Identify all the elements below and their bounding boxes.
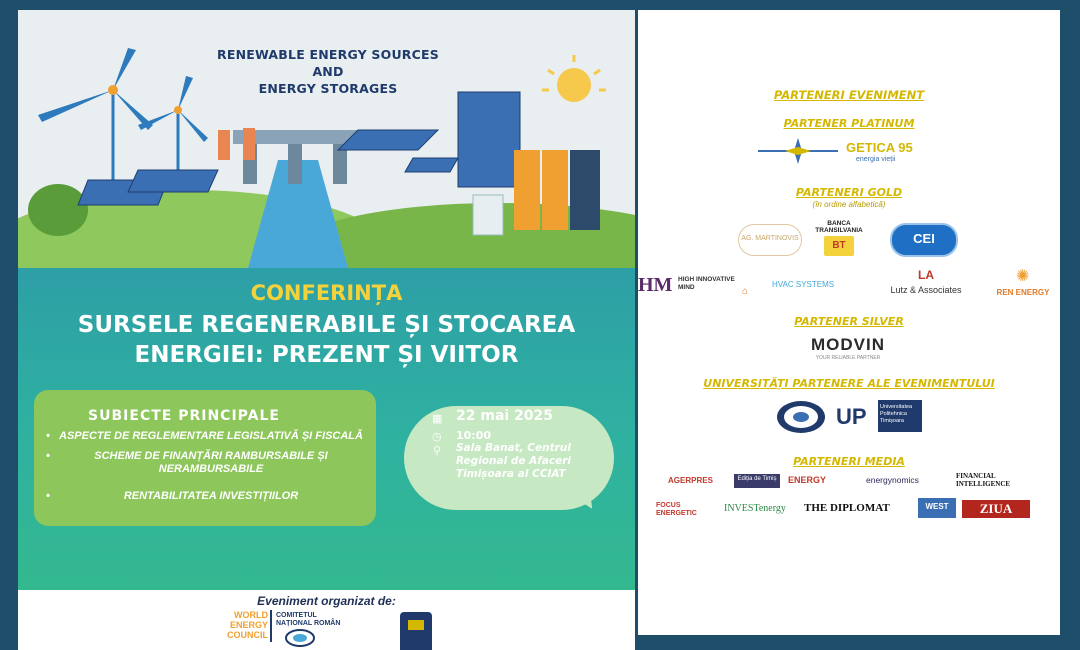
him-logo-mark: HM <box>638 274 673 296</box>
up-logo-text: Universitatea Politehnica Timișoara <box>880 404 913 424</box>
cei-logo-text: CEI <box>913 231 935 246</box>
focus-energetic-logo-text: FOCUS ENERGETIC <box>656 502 697 517</box>
energynomics-logo-text: energynomics <box>866 475 919 485</box>
hvac-logo-text: HVAC SYSTEMS <box>772 280 835 289</box>
west-logo-text: WEST <box>925 502 949 511</box>
up-logo-box <box>878 400 922 432</box>
conference-title <box>18 310 635 370</box>
the-diplomat-logo-text: THE DIPLOMAT <box>804 502 890 514</box>
sun-icon: ✺ <box>1016 268 1030 285</box>
conference-label: CONFERINȚA <box>250 281 403 305</box>
event-location-line2: Regional de Afaceri <box>456 455 572 467</box>
getica-logo-text: GETICA 95 <box>846 140 913 155</box>
partners-heading: PARTENERI EVENIMENT <box>773 88 925 102</box>
event-location <box>456 442 571 481</box>
topics-box <box>34 390 376 526</box>
event-location-line3: Timișoara al CCIAT <box>456 468 566 480</box>
calendar-icon: ▦ <box>432 413 443 425</box>
platinum-heading: PARTENER PLATINUM <box>783 117 915 130</box>
bt-logo-mark: BT <box>832 240 846 251</box>
getica-compass-icon <box>758 138 838 164</box>
cnr-line2: NAȚIONAL ROMÂN <box>276 620 341 627</box>
bt-logo <box>824 236 854 256</box>
illustration-title-line1: RENEWABLE ENERGY SOURCES AND <box>217 47 439 79</box>
illustration-title <box>208 46 448 97</box>
conference-title-line1: SURSELE REGENERABILE ȘI STOCAREA <box>77 312 576 338</box>
cnr-line1: COMITETUL <box>276 612 317 619</box>
wec-line1: WORLD <box>234 610 268 620</box>
event-location-line1: Sala Banat, Centrul <box>456 442 571 454</box>
gold-heading: PARTENERI GOLD <box>795 186 903 199</box>
home-icon: ⌂ <box>742 286 749 297</box>
topic-item: • RENTABILITATEA INVESTIȚIILOR <box>44 490 364 503</box>
illustration-title-line2: ENERGY STORAGES <box>258 81 398 96</box>
university-crest-icon <box>396 608 436 650</box>
gold-subheading: (în ordine alfabetică) <box>812 200 886 209</box>
bt-logo-text: BANCA TRANSILVANIA <box>815 220 863 234</box>
partners-panel <box>638 10 1060 635</box>
event-time: 10:00 <box>456 429 492 442</box>
wec-line3: COUNCIL <box>227 630 268 640</box>
renenergy-logo-text: REN ENERGY <box>996 288 1050 297</box>
agerpres-logo-text: AGERPRES <box>668 476 713 485</box>
universities-heading: UNIVERSITĂȚI PARTENERE ALE EVENIMENTULUI <box>703 377 995 390</box>
cei-logo <box>890 223 958 257</box>
agmartinovis-logo-text: AG. MARTINOVIS <box>741 235 799 242</box>
financial-intelligence-logo-text: FINANCIAL INTELLIGENCE <box>956 472 1011 488</box>
ziua-logo <box>962 500 1030 518</box>
renewable-illustration <box>18 10 635 268</box>
hvac-logo <box>772 272 868 292</box>
modvin-logo-sub: YOUR RELIABLE PARTNER <box>815 355 881 361</box>
up-logo-mark: UP <box>836 404 867 429</box>
clock-icon: ◷ <box>432 431 442 443</box>
ediatia-timis-logo-text: Ediția de Timiș <box>737 476 777 482</box>
conference-title-line2: ENERGIEI: PREZENT ȘI VIITOR <box>134 342 519 368</box>
organizer-footer <box>18 590 635 650</box>
ziua-logo-text: ZIUA <box>979 501 1013 516</box>
university-seal-icon <box>776 400 826 434</box>
topics-heading: SUBIECTE PRINCIPALE <box>88 408 280 424</box>
cnr-emblem-icon <box>284 628 316 648</box>
topics-list <box>44 430 364 510</box>
media-heading: PARTENERI MEDIA <box>793 455 905 468</box>
lutz-logo-mark: LA <box>918 268 934 282</box>
lutz-logo-text: Lutz & Associates <box>890 285 962 295</box>
organized-by-label: Eveniment organizat de: <box>257 594 396 608</box>
wec-divider <box>270 610 272 642</box>
agmartinovis-logo <box>738 224 802 256</box>
topic-item: • ASPECTE DE REGLEMENTARE LEGISLATIVĂ ȘI FISCALĂ <box>44 430 364 443</box>
west-logo <box>918 498 956 518</box>
energy-logo-text: ENERGY <box>788 475 827 485</box>
topic-item: • SCHEME DE FINANȚĂRI RAMBURSABILE ȘI NERAMBURSABILE <box>44 450 364 476</box>
wec-line2: ENERGY <box>229 620 268 630</box>
getica-logo-sub: energia vieții <box>856 156 896 163</box>
wec-logo-text <box>206 610 268 640</box>
silver-heading: PARTENER SILVER <box>794 315 904 328</box>
modvin-logo-text: MODVIN <box>811 335 885 354</box>
event-date: 22 mai 2025 <box>456 408 554 424</box>
investenergy-logo-text: INVESTenergy <box>724 503 786 514</box>
cnr-logo-text <box>276 612 340 628</box>
location-pin-icon: ⚲ <box>433 445 442 457</box>
ediatia-timis-logo <box>734 474 780 488</box>
poster-left <box>18 10 635 650</box>
him-logo-text: HIGH INNOVATIVE MIND <box>678 276 735 291</box>
